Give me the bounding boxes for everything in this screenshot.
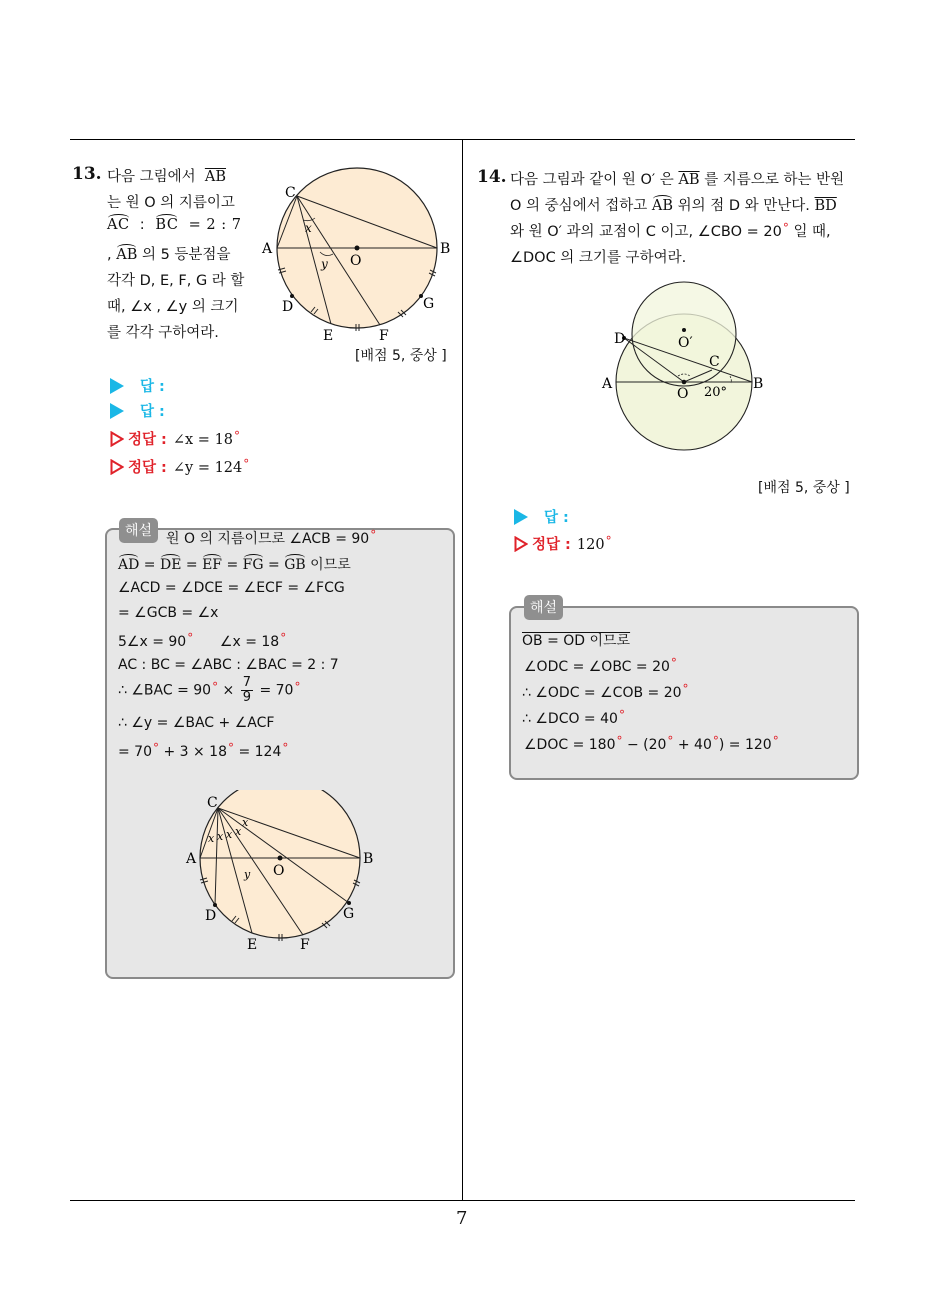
q14-answer-row: 답 : (514, 506, 569, 527)
q13-label-G: G (423, 296, 435, 312)
q13-number: 13. (72, 164, 102, 184)
q13-label-D: D (282, 299, 294, 315)
q13-exp-label-A: A (186, 851, 197, 867)
q13-exp-line-2: AD = DE = EF = FG = GB 이므로 (118, 557, 351, 573)
q13-line-4: , AB 의 5 등분점을 (107, 247, 231, 263)
correct-triangle-icon (110, 431, 124, 447)
q13-label-x: x (305, 221, 312, 235)
q14-label-C: C (709, 354, 720, 370)
q14-line-3: 와 원 O′ 과의 교점이 C 이고, ∠CBO = 20° 일 때, (510, 221, 831, 240)
q13-circle-diagram (258, 160, 458, 345)
q13-correct-row-2: 정답 : ∠y = 124° (110, 456, 249, 477)
q13-line-3: AC : BC = 2 : 7 (107, 217, 242, 233)
q14-circle-diagram (598, 272, 768, 457)
q13-exp-angle-x5: x (242, 816, 249, 829)
q13-explanation-diagram (180, 790, 380, 955)
q13-exp-angle-y: y (244, 868, 251, 881)
fraction-7-9: $\frac{7}{9}$ (242, 675, 251, 705)
bottom-rule (70, 1200, 855, 1201)
q13-line-6: 때, ∠x , ∠y 의 크기 (107, 299, 239, 315)
q13-label-E: E (323, 328, 334, 344)
q14-label-B: B (753, 376, 764, 392)
q13-exp-label-F: F (300, 937, 310, 953)
q13-exp-line-6: AC : BC = ∠ABC : ∠BAC = 2 : 7 (118, 657, 339, 673)
q13-answer-row-1: 답 : (110, 375, 165, 396)
q13-exp-label-O: O (273, 863, 285, 879)
q13-line-7: 를 각각 구하여라. (107, 325, 219, 341)
q13-label-O: O (350, 253, 362, 269)
q13-line-1: 다음 그림에서 $\overline{AB}$ (107, 169, 227, 185)
q13-exp-line-5: 5∠x = 90° ∠x = 18° (118, 631, 287, 650)
q13-exp-line-3: ∠ACD = ∠DCE = ∠ECF = ∠FCG (118, 580, 345, 596)
q13-label-y: y (321, 257, 328, 271)
q14-label-O: O (677, 386, 689, 402)
q14-label-Op: O′ (678, 335, 693, 351)
q14-label-A: A (602, 376, 613, 392)
q13-explanation-tab: 해설 (119, 518, 158, 543)
q14-exp-line-3: ∴ ∠ODC = ∠COB = 20° (522, 682, 689, 701)
q14-exp-line-5: ∠DOC = 180° − (20° + 40°) = 120° (524, 734, 779, 753)
q13-exp-angle-x4: x (235, 825, 242, 838)
q13-exp-angle-x2: x (217, 830, 224, 843)
q13-exp-angle-x3: x (226, 828, 233, 841)
q14-line-2: O 의 중심에서 접하고 AB 위의 점 D 와 만난다. $\overline{BD}$ (510, 198, 837, 214)
correct-triangle-icon (110, 459, 124, 475)
q13-exp-line-4: = ∠GCB = ∠x (118, 605, 219, 621)
answer-arrow-icon (110, 378, 124, 394)
q13-label-B: B (440, 241, 451, 257)
q13-exp-line-7: ∴ ∠BAC = 90° × $\frac{7}{9}$ = 70° (118, 675, 301, 705)
q13-exp-line-8: ∴ ∠y = ∠BAC + ∠ACF (118, 715, 275, 731)
q14-line-4: ∠DOC 의 크기를 구하여라. (510, 250, 687, 266)
q14-label-angle: 20° (704, 385, 728, 400)
answer-arrow-icon (514, 509, 528, 525)
q14-number: 14. (477, 167, 507, 187)
q13-label-F: F (379, 328, 389, 344)
q13-score: [배점 5, 중상 ] (355, 348, 447, 364)
page-number: 7 (456, 1208, 468, 1229)
q14-exp-line-4: ∴ ∠DCO = 40° (522, 708, 625, 727)
q13-line-5: 각각 D, E, F, G 라 할 (107, 273, 245, 289)
q13-exp-label-D: D (205, 908, 217, 924)
q14-line-1: 다음 그림과 같이 원 O′ 은 $\overline{AB}$ 를 지름으로 하는 반원 (510, 172, 845, 188)
q13-exp-label-C: C (207, 795, 218, 811)
q14-exp-line-1: OB = OD 이므로 (522, 633, 631, 649)
q13-label-C: C (285, 185, 296, 201)
q13-exp-label-E: E (247, 937, 258, 953)
q13-exp-label-B: B (363, 851, 374, 867)
q13-exp-line-1: 원 O 의 지름이므로 ∠ACB = 90° (166, 528, 377, 547)
q14-label-D: D (614, 331, 626, 347)
q13-label-A: A (262, 241, 273, 257)
q13-answer-row-2: 답 : (110, 400, 165, 421)
q13-exp-label-G: G (343, 906, 355, 922)
answer-arrow-icon (110, 403, 124, 419)
column-divider (462, 139, 463, 1201)
q13-exp-line-9: = 70° + 3 × 18° = 124° (118, 741, 289, 760)
q14-explanation-tab: 해설 (524, 595, 563, 620)
correct-triangle-icon (514, 536, 528, 552)
q14-correct-row: 정답 : 120° (514, 533, 612, 554)
q14-exp-line-2: ∠ODC = ∠OBC = 20° (524, 656, 677, 675)
q13-line-2: 는 원 O 의 지름이고 (107, 195, 235, 211)
q13-correct-row-1: 정답 : ∠x = 18° (110, 428, 240, 449)
q13-exp-angle-x1: x (208, 832, 215, 845)
q14-score: [배점 5, 중상 ] (758, 480, 850, 496)
